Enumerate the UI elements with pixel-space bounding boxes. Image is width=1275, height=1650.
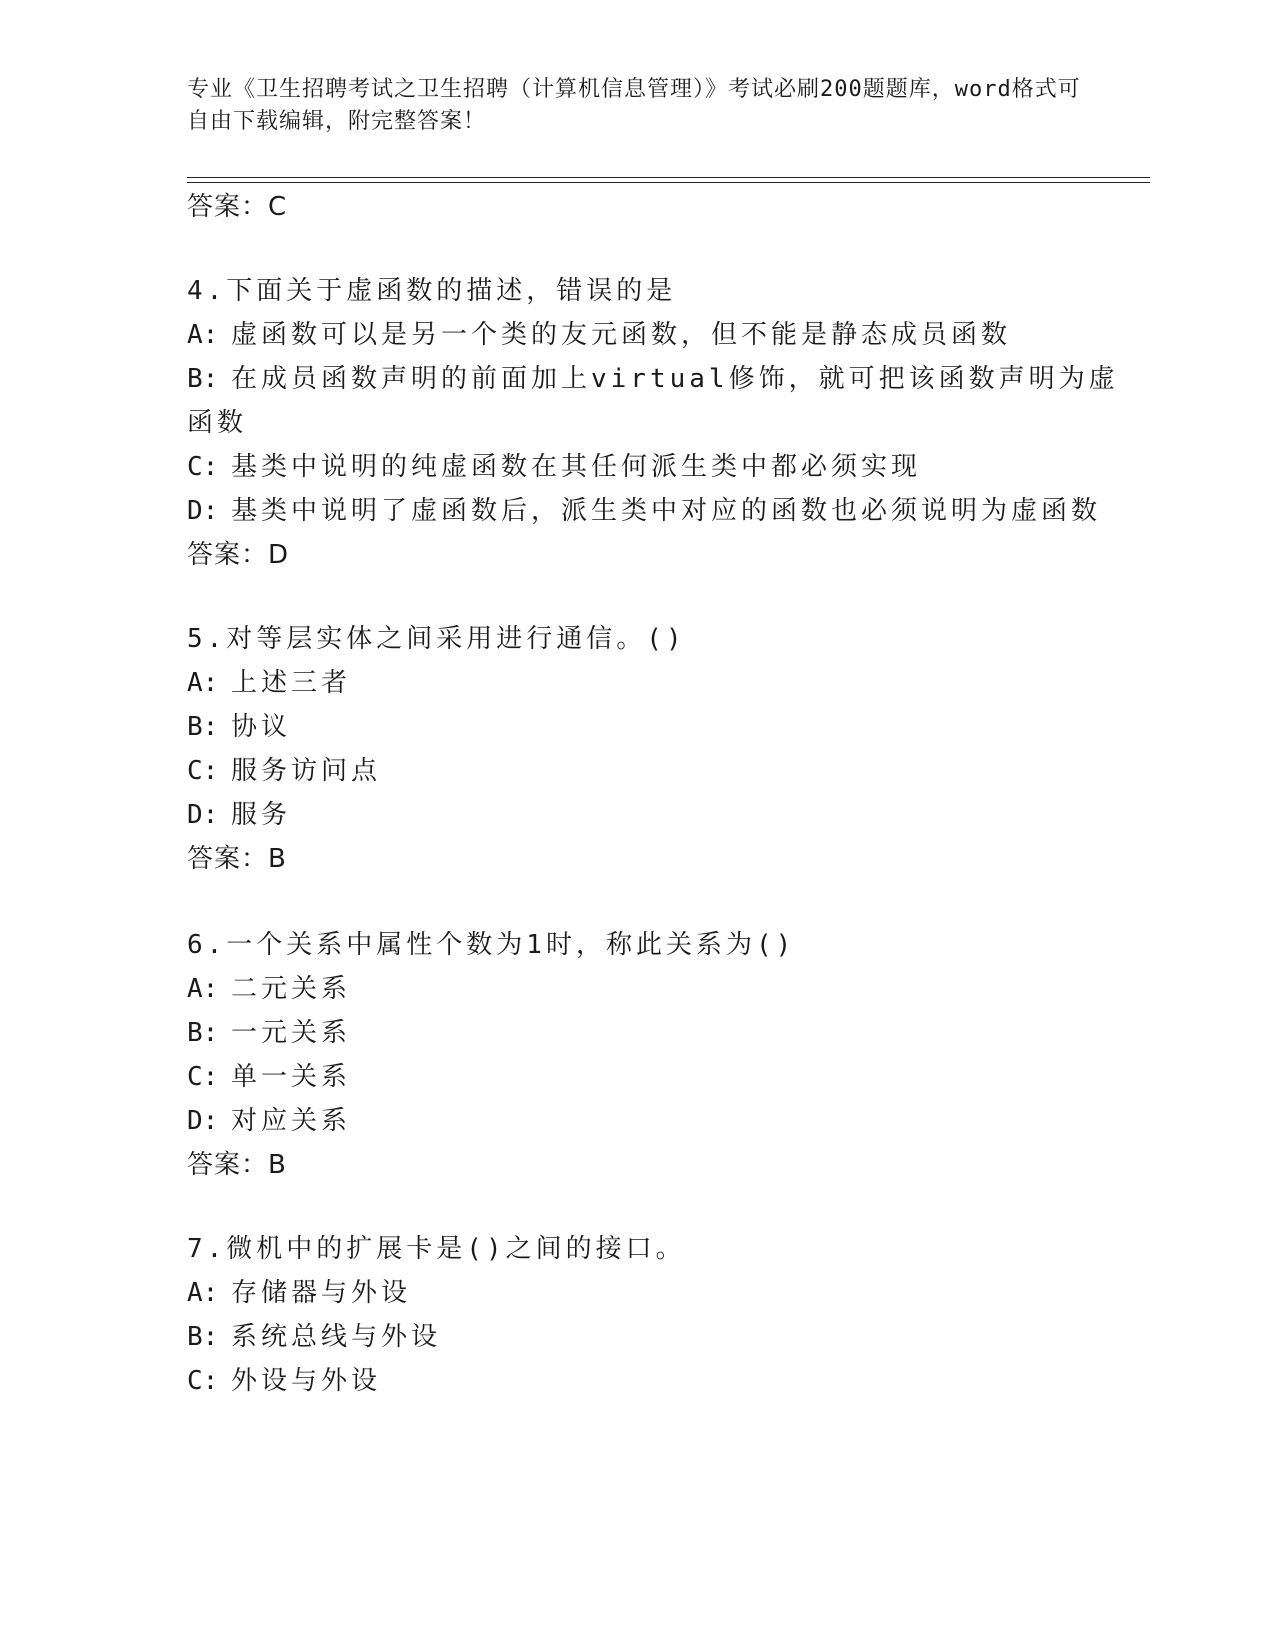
question-4-option-a [187,318,1011,352]
header-rule-top [187,177,1150,178]
question-6-answer: 答案：B [187,1150,287,1180]
option-label: D: [187,496,219,526]
option-label: B: [187,364,219,394]
question-6-option-c [187,1060,351,1094]
option-label: D: [187,1106,219,1136]
option-label: C: [187,1366,219,1396]
option-text: 外设与外设 [231,1366,382,1396]
option-text: 系统总线与外设 [231,1322,442,1352]
option-label: B: [187,1322,219,1352]
option-text: 服务访问点 [231,756,382,786]
option-label: C: [187,756,219,786]
answer-prev: 答案：C [187,192,288,222]
option-text: 虚函数可以是另一个类的友元函数，但不能是静态成员函数 [231,320,1012,350]
option-text: 对应关系 [231,1106,352,1136]
question-5-option-c [187,754,381,788]
question-5-option-a [187,666,351,700]
option-text: 一元关系 [231,1018,352,1048]
option-label: A: [187,974,219,1004]
question-4-answer: 答案：D [187,540,290,570]
option-text: 协议 [231,712,292,742]
question-4-option-c [187,450,921,484]
option-label: A: [187,1278,219,1308]
option-label: D: [187,800,219,830]
option-text: 在成员函数声明的前面加上virtual修饰，就可把该函数声明为虚 [231,364,1119,394]
option-text: 单一关系 [231,1062,352,1092]
question-4-option-d [187,494,1101,528]
question-6-option-a [187,972,351,1006]
question-7-option-b [187,1320,441,1354]
header-rule-bottom [187,182,1150,183]
option-text: 基类中说明的纯虚函数在其任何派生类中都必须实现 [231,452,922,482]
option-label: C: [187,452,219,482]
question-5-stem: 5.对等层实体之间采用进行通信。() [187,624,686,654]
option-text: 上述三者 [231,668,352,698]
option-text: 二元关系 [231,974,352,1004]
question-4-option-b [187,362,1119,396]
question-6-option-d [187,1104,351,1138]
question-5-option-b [187,710,291,744]
question-7-option-c [187,1364,381,1398]
question-4-stem: 4.下面关于虚函数的描述，错误的是 [187,276,677,306]
document-header: 专业《卫生招聘考试之卫生招聘（计算机信息管理）》考试必刷200题题库，word格式可自由下载编辑，附完整答案！ [187,77,1081,134]
option-label: C: [187,1062,219,1092]
option-text: 函数 [187,408,248,438]
option-label: A: [187,668,219,698]
question-4-option-b-cont [187,406,247,440]
option-label: B: [187,1018,219,1048]
question-5-answer: 答案：B [187,844,287,874]
option-text: 基类中说明了虚函数后，派生类中对应的函数也必须说明为虚函数 [231,496,1102,526]
option-text: 服务 [231,800,292,830]
option-label: B: [187,712,219,742]
question-6-stem: 6.一个关系中属性个数为1时，称此关系为() [187,930,796,960]
question-5-option-d [187,798,291,832]
question-7-option-a [187,1276,411,1310]
option-label: A: [187,320,219,350]
question-6-option-b [187,1016,351,1050]
question-7-stem: 7.微机中的扩展卡是()之间的接口。 [187,1234,686,1264]
option-text: 存储器与外设 [231,1278,412,1308]
